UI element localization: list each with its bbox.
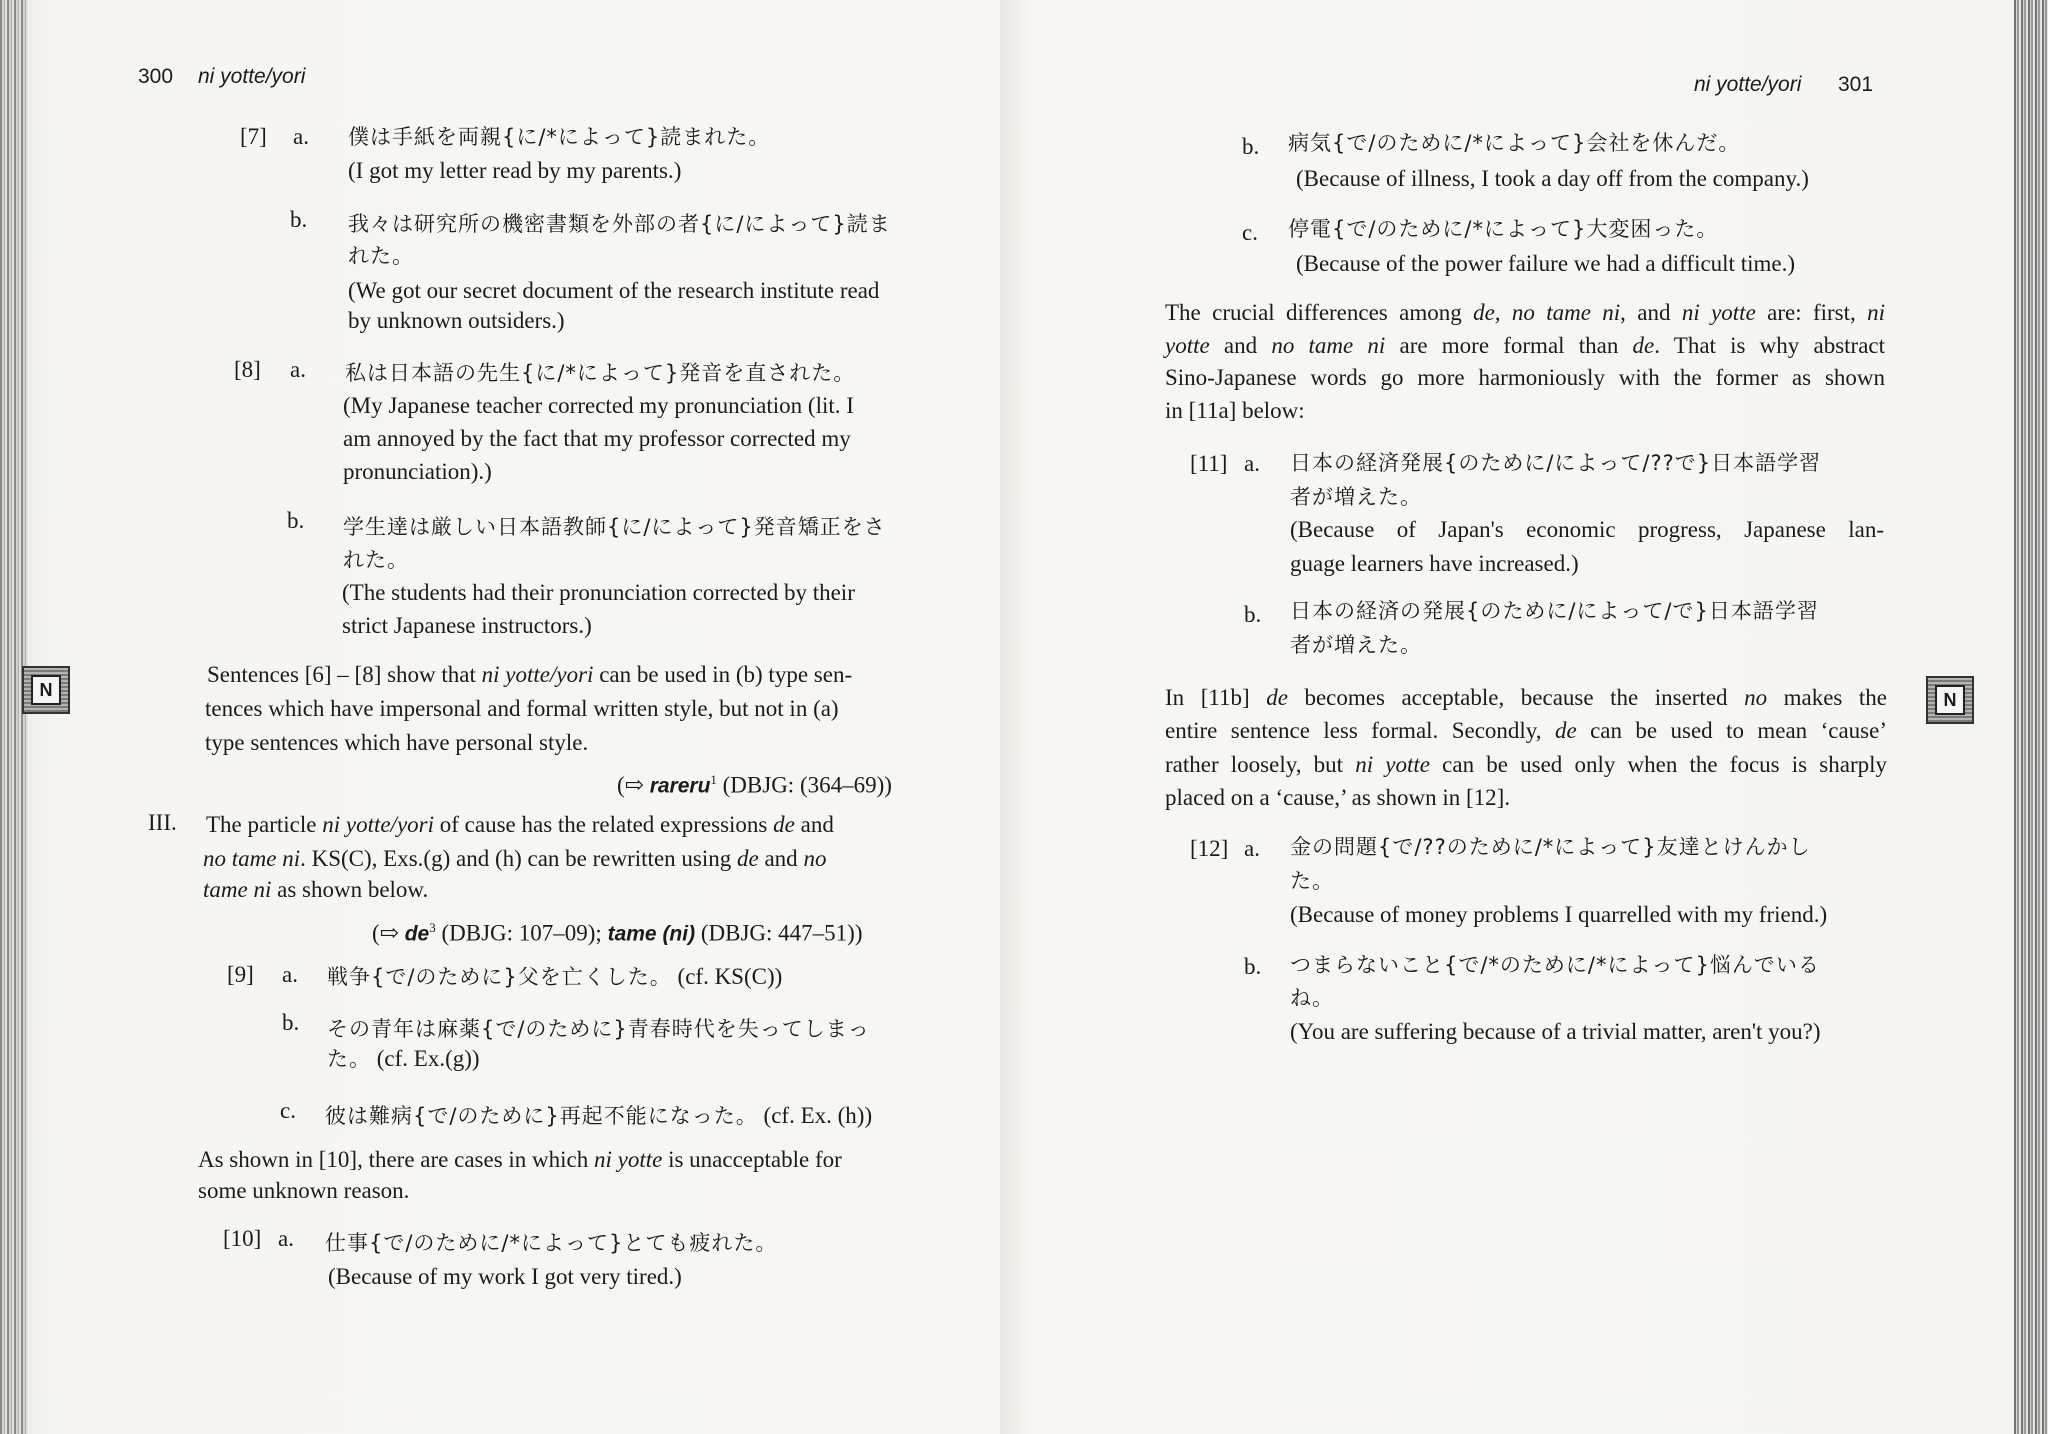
paragraph-sentences-6-8-line2: tences which have impersonal and formal written style, but not in (a) — [205, 696, 839, 721]
left-page-number: 300 — [138, 65, 174, 88]
example-7b-japanese-line1: 我々は研究所の機密書類を外部の者{に/によって}読ま — [348, 212, 891, 236]
right-page-edge — [2014, 0, 2048, 1434]
left-page-edge — [0, 0, 28, 1434]
paragraph-crucial-differences-line4: in [11a] below: — [1165, 398, 1305, 423]
example-9a-line: 戦争{で/のために}父を亡くした。 (cf. KS(C)) — [327, 964, 783, 989]
example-8a-translation-line3: pronunciation).) — [343, 459, 492, 484]
right-page-number: 301 — [1838, 73, 1874, 96]
example-12a-japanese-line1: 金の問題{で/??のために/*によって}友達とけんかし — [1290, 835, 1811, 859]
paragraph-sentences-6-8-line1: Sentences [6] – [8] show that ni yotte/yori can be used in (b) type sen- — [207, 662, 853, 687]
tab-letter: N — [1935, 685, 1965, 715]
example-8b-japanese-line2: れた。 — [343, 548, 409, 572]
example-10c-japanese: 停電{で/のために/*によって}大変困った。 — [1288, 217, 1719, 241]
example-9b-line2: た。 (cf. Ex.(g)) — [327, 1046, 480, 1071]
example-11b-japanese-line2: 者が増えた。 — [1290, 633, 1422, 657]
example-8b-translation-line2: strict Japanese instructors.) — [342, 613, 592, 638]
example-8a-translation-line1: (My Japanese teacher corrected my pronunciation (lit. I — [343, 393, 854, 418]
example-9c-label: c. — [280, 1098, 296, 1123]
example-10c-translation: (Because of the power failure we had a difficult time.) — [1296, 251, 1795, 276]
paragraph-11b-line2: entire sentence less formal. Secondly, de can be used to mean ‘cause’ — [1165, 718, 1887, 743]
example-12b-japanese-line2: ね。 — [1290, 986, 1334, 1010]
section-tab-n-right — [1926, 676, 1974, 724]
example-10a-label: a. — [278, 1226, 294, 1251]
paragraph-crucial-differences-line3: Sino-Japanese words go more harmoniously with the former as shown — [1165, 365, 1885, 390]
example-12b-japanese-line1: つまらないこと{で/*のために/*によって}悩んでいる — [1290, 953, 1820, 977]
example-9b-japanese-line1: その青年は麻薬{で/のために}青春時代を失ってしまっ — [327, 1017, 870, 1041]
section-3-line2: no tame ni. KS(C), Exs.(g) and (h) can be rewritten using de and no — [203, 846, 827, 871]
example-12b-translation: (You are suffering because of a trivial matter, aren't you?) — [1290, 1019, 1821, 1044]
example-8b-translation-line1: (The students had their pronunciation corrected by their — [342, 580, 855, 605]
example-11a-japanese-line1: 日本の経済発展{のために/によって/??で}日本語学習 — [1290, 451, 1822, 475]
cross-reference-rareru: (⇨ rareru$^1$ (DBJG: (364–69)) — [617, 772, 892, 798]
example-10c-label: c. — [1242, 220, 1258, 245]
example-12a-translation: (Because of money problems I quarrelled with my friend.) — [1290, 902, 1828, 927]
example-12-number: [12] — [1190, 836, 1229, 861]
tab-letter: N — [31, 675, 61, 705]
paragraph-crucial-differences-line1: The crucial differences among de, no tame ni, and ni yotte are: first, ni — [1165, 300, 1885, 325]
example-8b-label: b. — [287, 508, 305, 533]
section-3-line3: tame ni as shown below. — [203, 877, 429, 902]
example-7a-japanese: 僕は手紙を両親{に/*によって}読まれた。 — [348, 125, 771, 149]
paragraph-crucial-differences-line2: yotte and no tame ni are more formal than de. That is why abstract — [1165, 333, 1885, 358]
right-running-head: ni yotte/yori — [1694, 73, 1802, 96]
example-10b-japanese: 病気{で/のために/*によって}会社を休んだ。 — [1288, 131, 1741, 155]
example-9c-line: 彼は難病{で/のために}再起不能になった。 (cf. Ex. (h)) — [325, 1103, 873, 1128]
example-9a-label: a. — [282, 962, 298, 987]
example-12b-label: b. — [1244, 954, 1262, 979]
paragraph-11b-line3: rather loosely, but ni yotte can be used only when the focus is sharply — [1165, 752, 1887, 777]
example-10b-label: b. — [1242, 134, 1260, 159]
example-11a-label: a. — [1244, 451, 1260, 476]
left-page — [0, 0, 1000, 1434]
example-11b-label: b. — [1244, 602, 1262, 627]
example-10a-japanese: 仕事{で/のために/*によって}とても疲れた。 — [325, 1231, 778, 1255]
example-11a-translation-line2: guage learners have increased.) — [1290, 551, 1579, 576]
example-12a-label: a. — [1244, 836, 1260, 861]
example-7-number: [7] — [240, 124, 267, 149]
example-7b-label: b. — [290, 207, 308, 232]
example-11a-translation-line1: (Because of Japan's economic progress, Japanese lan- — [1290, 517, 1884, 542]
example-11b-japanese-line1: 日本の経済の発展{のために/によって/で}日本語学習 — [1290, 599, 1819, 623]
section-3-label: III. — [148, 810, 177, 835]
example-10-number: [10] — [223, 1226, 262, 1251]
example-9-number: [9] — [227, 962, 254, 987]
section-3-line1: The particle ni yotte/yori of cause has the related expressions de and — [206, 812, 834, 837]
example-7b-translation-line2: by unknown outsiders.) — [348, 308, 565, 333]
right-page — [1000, 0, 2048, 1434]
example-11-number: [11] — [1190, 451, 1228, 476]
example-8-number: [8] — [234, 357, 261, 382]
example-10a-translation: (Because of my work I got very tired.) — [328, 1264, 682, 1289]
example-7b-japanese-line2: れた。 — [348, 244, 414, 268]
example-12a-japanese-line2: た。 — [1290, 869, 1334, 893]
example-7b-translation-line1: (We got our secret document of the research institute read — [348, 278, 880, 303]
example-8a-translation-line2: am annoyed by the fact that my professor corrected my — [343, 426, 851, 451]
example-10b-translation: (Because of illness, I took a day off from the company.) — [1296, 166, 1809, 191]
example-7a-translation: (I got my letter read by my parents.) — [348, 158, 682, 183]
paragraph-11b-line4: placed on a ‘cause,’ as shown in [12]. — [1165, 785, 1511, 810]
paragraph-as-shown-line1: As shown in [10], there are cases in which ni yotte is unacceptable for — [198, 1147, 842, 1172]
example-8a-label: a. — [290, 357, 306, 382]
paragraph-sentences-6-8-line3: type sentences which have personal style. — [205, 730, 589, 755]
example-11a-japanese-line2: 者が増えた。 — [1290, 485, 1422, 509]
example-7a-label: a. — [293, 124, 309, 149]
cross-reference-de-tame-ni: (⇨ $de^3$ (DBJG: 107–09); tame (ni) (DBJG: 447–51)) — [372, 920, 863, 946]
paragraph-11b-line1: In [11b] de becomes acceptable, because the inserted no makes the — [1165, 685, 1888, 710]
example-8b-japanese-line1: 学生達は厳しい日本語教師{に/によって}発音矯正をさ — [343, 515, 886, 539]
example-8a-japanese: 私は日本語の先生{に/*によって}発音を直された。 — [345, 361, 856, 385]
example-9b-label: b. — [282, 1010, 300, 1035]
paragraph-as-shown-line2: some unknown reason. — [198, 1178, 410, 1203]
left-running-head: ni yotte/yori — [198, 65, 306, 88]
section-tab-n-left — [22, 666, 70, 714]
